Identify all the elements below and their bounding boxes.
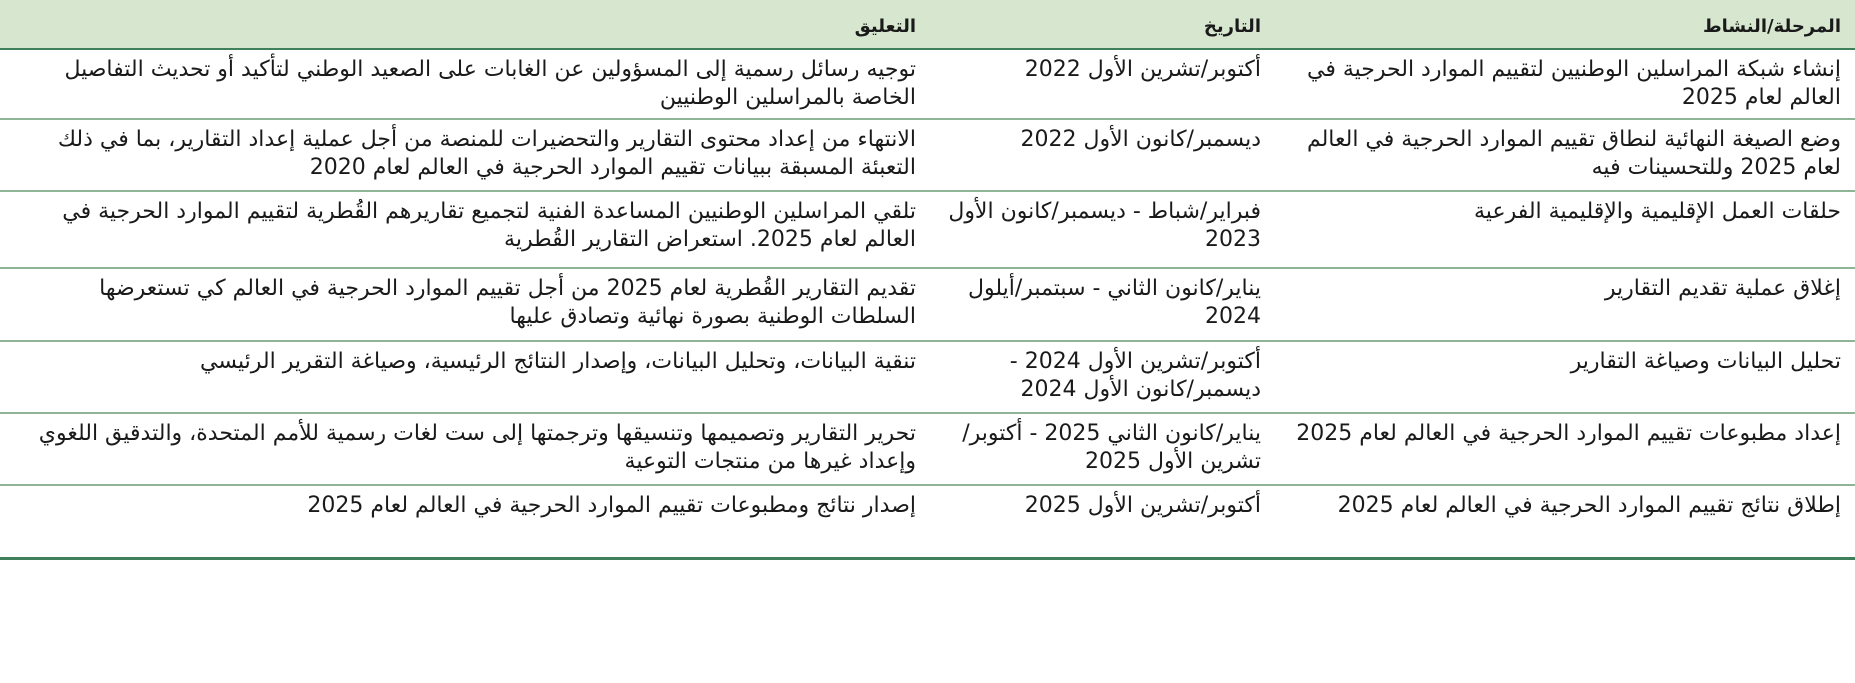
comment-cell: تحرير التقارير وتصميمها وتنسيقها وترجمتها إلى ست لغات رسمية للأمم المتحدة، والتدقيق اللغوي وإعداد غيرها من منتجات التوعية [38,421,916,474]
activity-cell: وضع الصيغة النهائية لنطاق تقييم الموارد الحرجية في العالم لعام 2025 وللتحسينات فيه [1306,127,1841,180]
date-cell: يناير/كانون الثاني 2025 - أكتوبر/تشرين الأول 2025 [962,421,1261,474]
comment-cell: توجيه رسائل رسمية إلى المسؤولين عن الغابات على الصعيد الوطني لتأكيد أو تحديث التفاصيل الخاصة بالمراسلين الوطنيين [64,57,916,110]
table-row [0,192,1855,269]
activity-cell: إطلاق نتائج تقييم الموارد الحرجية في العالم لعام 2025 [1337,493,1841,518]
table-row [0,342,1855,414]
comment-cell: تقديم التقارير القُطرية لعام 2025 من أجل تقييم الموارد الحرجية في العالم كي تستعرضها السلطات الوطنية بصورة نهائية وتصادق عليها [99,276,916,329]
date-cell: أكتوبر/تشرين الأول 2024 - ديسمبر/كانون الأول 2024 [1009,349,1261,402]
table-row [0,414,1855,486]
header-date: التاريخ [1203,16,1261,37]
table-row [0,486,1855,560]
activity-cell: تحليل البيانات وصياغة التقارير [1570,349,1841,374]
activity-cell: إعداد مطبوعات تقييم الموارد الحرجية في العالم لعام 2025 [1296,421,1841,446]
comment-cell: تنقية البيانات، وتحليل البيانات، وإصدار النتائج الرئيسية، وصياغة التقرير الرئيسي [200,349,916,374]
table-row [0,50,1855,120]
activity-cell: إغلاق عملية تقديم التقارير [1604,276,1841,301]
date-cell: يناير/كانون الثاني - سبتمبر/أيلول 2024 [968,276,1261,329]
header-activity: المرحلة/النشاط [1702,16,1841,37]
table-row [0,120,1855,192]
date-cell: فبراير/شباط - ديسمبر/كانون الأول 2023 [948,199,1261,252]
header-comment: التعليق [854,16,916,37]
table-row [0,269,1855,342]
comment-cell: الانتهاء من إعداد محتوى التقارير والتحضيرات للمنصة من أجل عملية إعداد التقارير، بما في ذلك التعبئة المسبقة ببيانات تقييم الموارد الحرجية في العالم لعام 2020 [57,127,916,180]
date-cell: أكتوبر/تشرين الأول 2022 [1024,57,1261,82]
table-header-row [0,0,1855,50]
activity-cell: إنشاء شبكة المراسلين الوطنيين لتقييم الموارد الحرجية في العالم لعام 2025 [1307,57,1841,110]
date-cell: أكتوبر/تشرين الأول 2025 [1024,493,1261,518]
comment-cell: تلقي المراسلين الوطنيين المساعدة الفنية لتجميع تقاريرهم القُطرية لتقييم الموارد الحرجية في العالم لعام 2025. استعراض التقارير القُطرية [62,199,916,252]
date-cell: ديسمبر/كانون الأول 2022 [1020,127,1261,152]
activity-cell: حلقات العمل الإقليمية والإقليمية الفرعية [1474,199,1841,224]
comment-cell: إصدار نتائج ومطبوعات تقييم الموارد الحرجية في العالم لعام 2025 [307,493,916,518]
